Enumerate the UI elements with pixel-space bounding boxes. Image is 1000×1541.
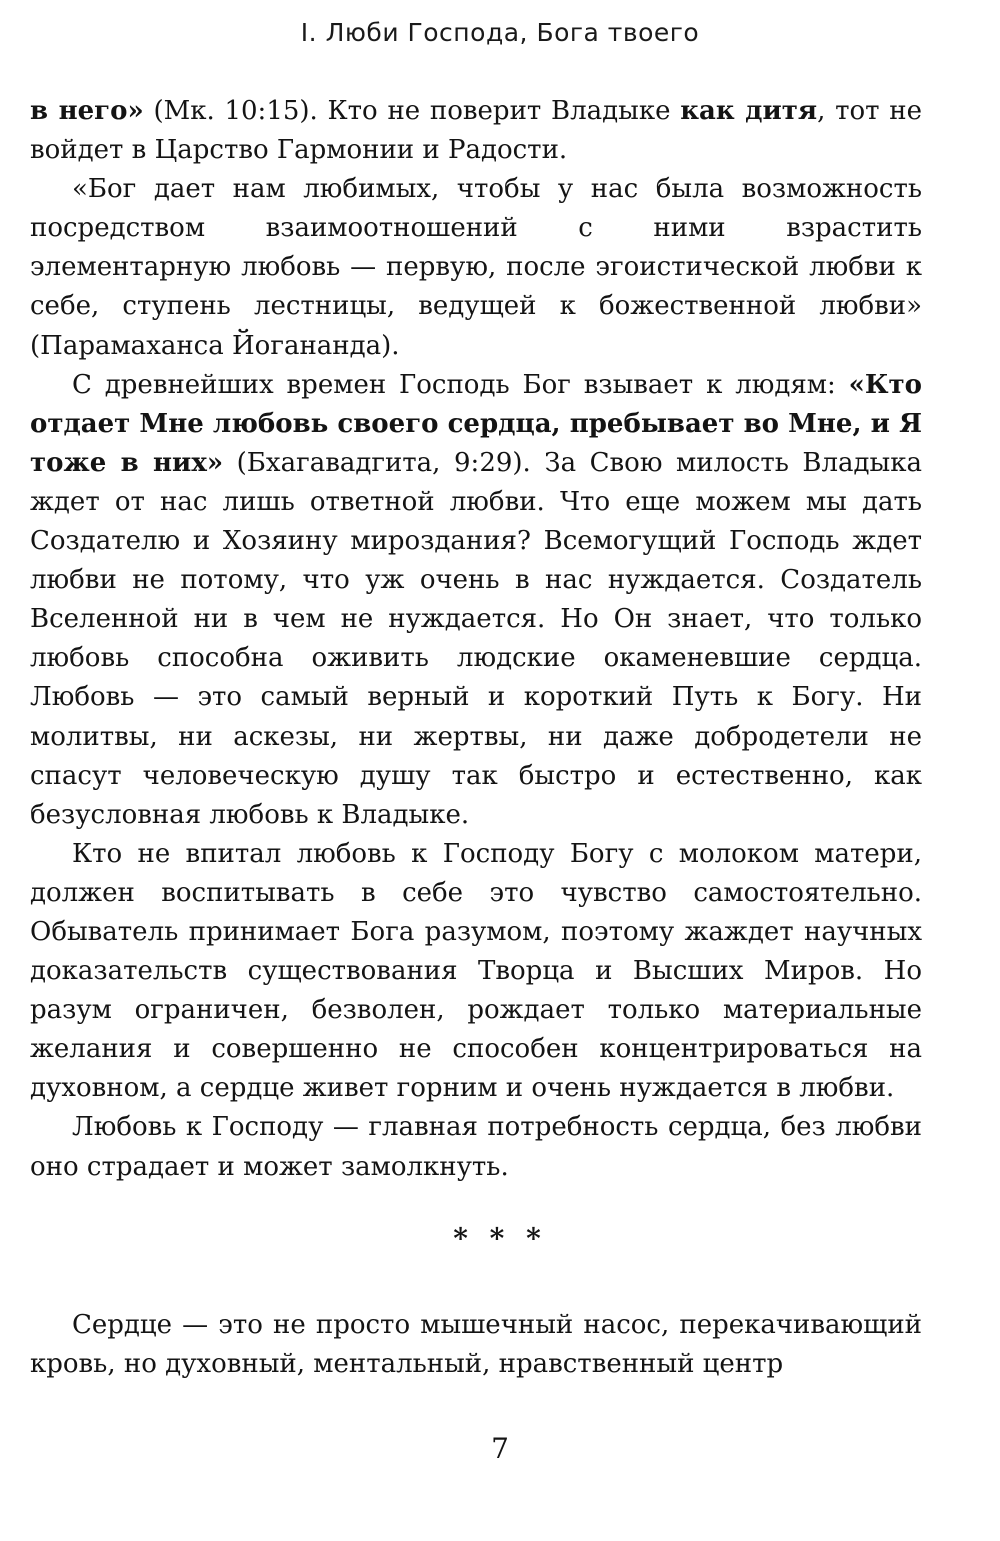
text-segment: С древнейших времен Господь Бог взывает к людям: — [72, 369, 849, 400]
page-number: 7 — [491, 1432, 509, 1465]
running-header: I. Люби Господа, Бога твоего — [300, 18, 700, 47]
bold-quote-segment: в него» — [30, 96, 144, 126]
text-segment: (Бхагавадгита, 9:29). За Свою милость Владыка ждет от нас лишь ответной любви. Что еще можем мы дать Создателю и Хозяину мироздания? Всемогущий Господь ждет любви не потому, что уж очень в нас нуждается. Создатель Вселенной ни в чем не нуждается. Но Он знает, что только любовь способна оживить людские окаменевшие сердца. Любовь — это самый верный и короткий Путь к Богу. Ни молитвы, ни аскезы, ни жертвы, ни даже добродетели не спасут человеческую душу так быстро и естественно, как безусловная любовь к Владыке. — [30, 447, 922, 830]
closing-text-block — [30, 1306, 922, 1384]
paragraph-5 — [30, 1108, 922, 1186]
bold-quote-segment: как дитя — [680, 96, 818, 126]
section-separator: * * * — [453, 1222, 547, 1255]
bold-quote-segment: «Кто отдает Мне любовь своего сердца, пребывает во Мне, и Я тоже в них» — [30, 369, 922, 478]
text-segment: Кто не впитал любовь к Господу Богу с молоком матери, должен воспитывать в себе это чувство самостоятельно. Обыватель принимает Бога разумом, поэтому жаждет научных доказательств существования Творца и Высших Миров. Но разум ограничен, безволен, рождает только материальные желания и совершенно не способен концентрироваться на духовном, а сердце живет горним и очень нуждается в любви. — [30, 838, 922, 1104]
closing-paragraph: Сердце — это не просто мышечный насос, перекачивающий кровь, но духовный, ментальный, нравственный центр — [30, 1310, 922, 1380]
paragraph-2 — [30, 170, 922, 365]
text-segment: , тот не войдет в Царство Гармонии и Радости. — [30, 96, 923, 166]
paragraph-4 — [30, 835, 922, 1109]
paragraph-1 — [30, 92, 922, 170]
text-segment: Любовь к Господу — главная потребность сердца, без любви оно страдает и может замолкнуть. — [30, 1112, 922, 1182]
paragraph-3 — [30, 366, 922, 835]
text-segment: «Бог дает нам любимых, чтобы у нас была возможность посредством взаимоотношений с ними взрастить элементарную любовь — первую, после эгоистической любви к себе, ступень лестницы, ведущей к божественной любви» (Парамаханса Йогананда). — [30, 174, 922, 361]
main-text-block — [30, 92, 922, 1187]
text-segment: (Мк. 10:15). Кто не поверит Владыке — [143, 96, 681, 126]
